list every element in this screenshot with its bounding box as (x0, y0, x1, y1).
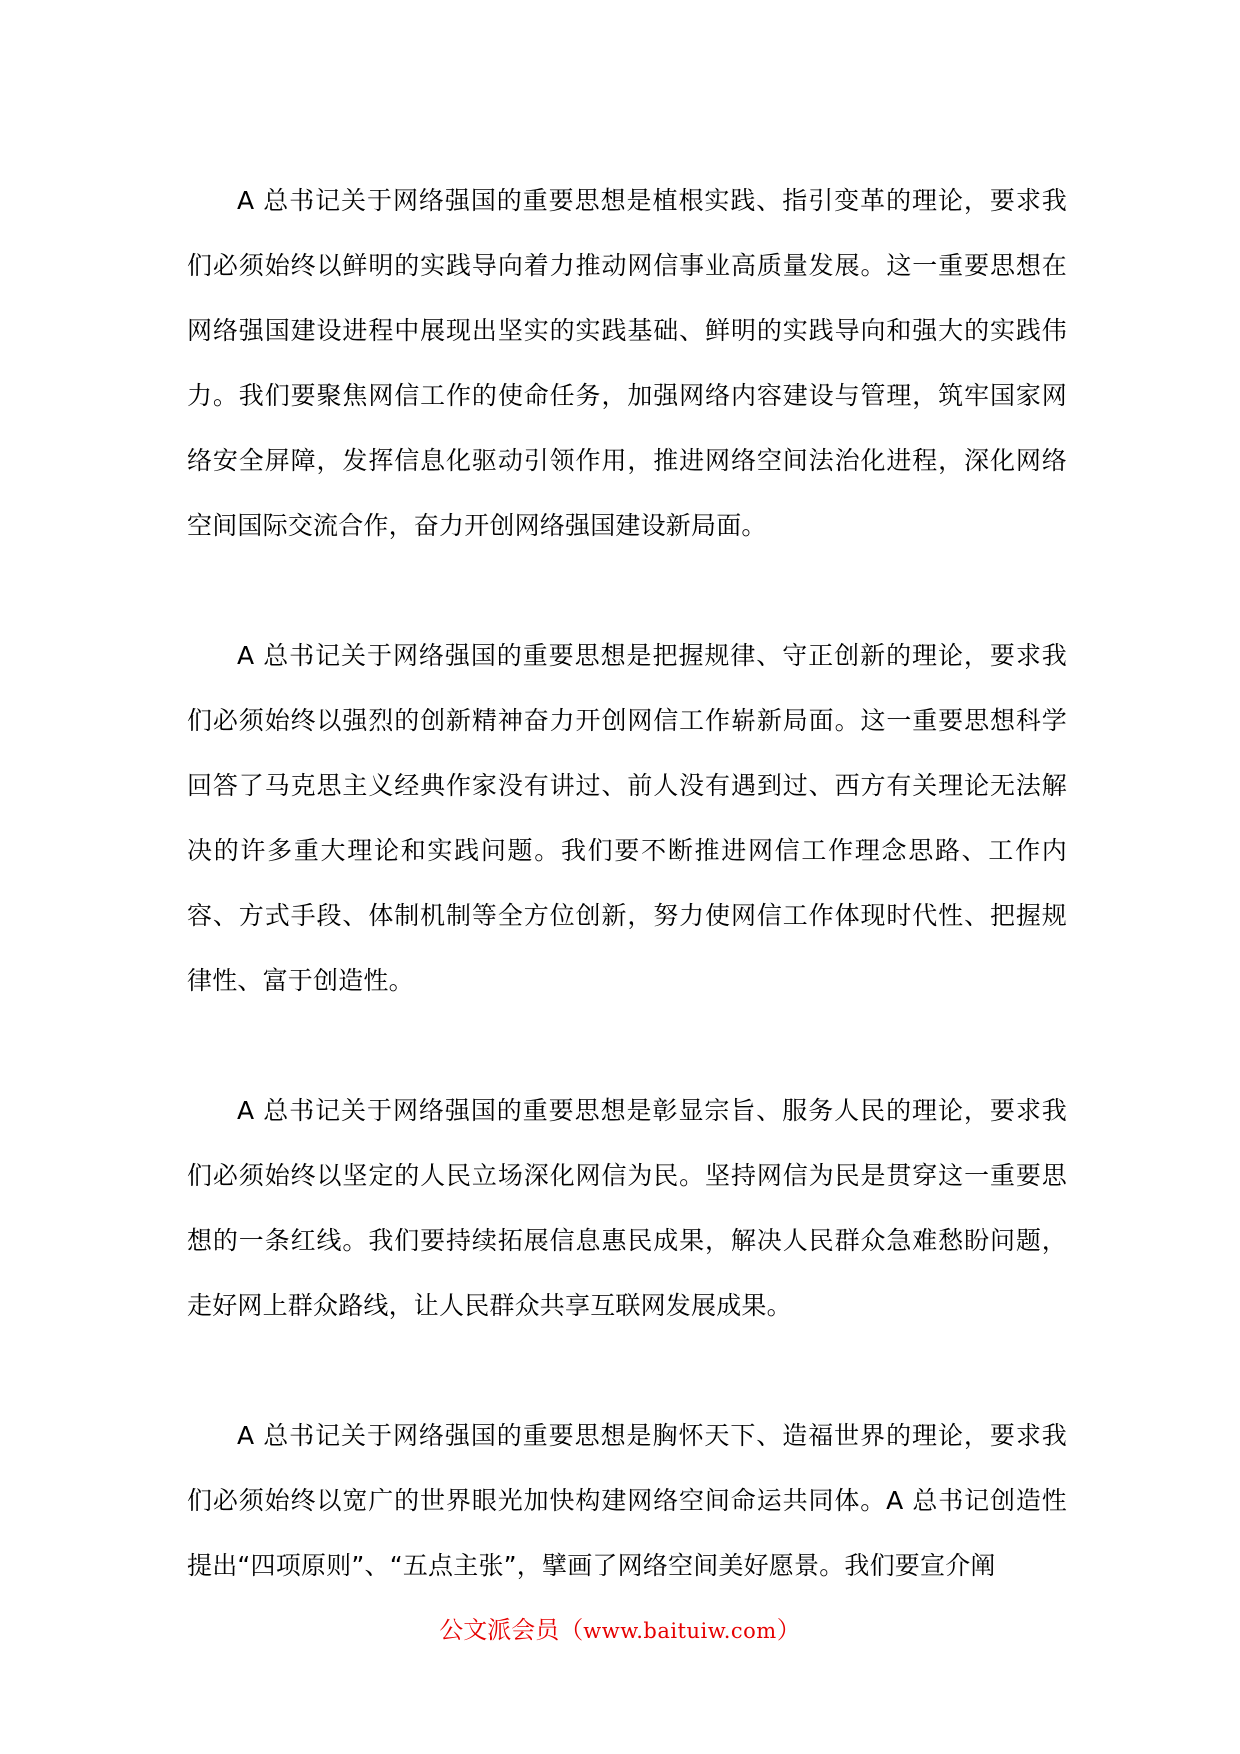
paragraph: A 总书记关于网络强国的重要思想是彰显宗旨、服务人民的理论，要求我们必须始终以坚定的人民立场深化网信为民。坚持网信为民是贯穿这一重要思想的一条红线。我们要持续拓展信息惠民成果，解决人民群众急难愁盼问题，走好网上群众路线，让人民群众共享互联网发展成果。 (187, 1096, 1067, 1320)
paragraph: A 总书记关于网络强国的重要思想是把握规律、守正创新的理论，要求我们必须始终以强烈的创新精神奋力开创网信工作崭新局面。这一重要思想科学回答了马克思主义经典作家没有讲过、前人没有遇到过、西方有关理论无法解决的许多重大理论和实践问题。我们要不断推进网信工作理念思路、工作内容、方式手段、体制机制等全方位创新，努力使网信工作体现时代性、把握规律性、富于创造性。 (187, 641, 1067, 995)
footer-watermark (0, 1610, 1240, 1651)
document-body (187, 168, 1067, 1598)
paragraph: A 总书记关于网络强国的重要思想是植根实践、指引变革的理论，要求我们必须始终以鲜明的实践导向着力推动网信事业高质量发展。这一重要思想在网络强国建设进程中展现出坚实的实践基础、鲜明的实践导向和强大的实践伟力。我们要聚焦网信工作的使命任务，加强网络内容建设与管理，筑牢国家网络安全屏障，发挥信息化驱动引领作用，推进网络空间法治化进程，深化网络空间国际交流合作，奋力开创网络强国建设新局面。 (187, 186, 1067, 540)
footer-url: www.baituiw.com (583, 1619, 777, 1643)
footer-label: 公文派会员（ (439, 1616, 584, 1644)
footer-close: ） (776, 1616, 801, 1644)
paragraph: A 总书记关于网络强国的重要思想是胸怀天下、造福世界的理论，要求我们必须始终以宽广的世界眼光加快构建网络空间命运共同体。A 总书记创造性提出“四项原则”、“五点主张”，擘画了网络空间美好愿景。我们要宣介阐 (187, 1421, 1067, 1580)
